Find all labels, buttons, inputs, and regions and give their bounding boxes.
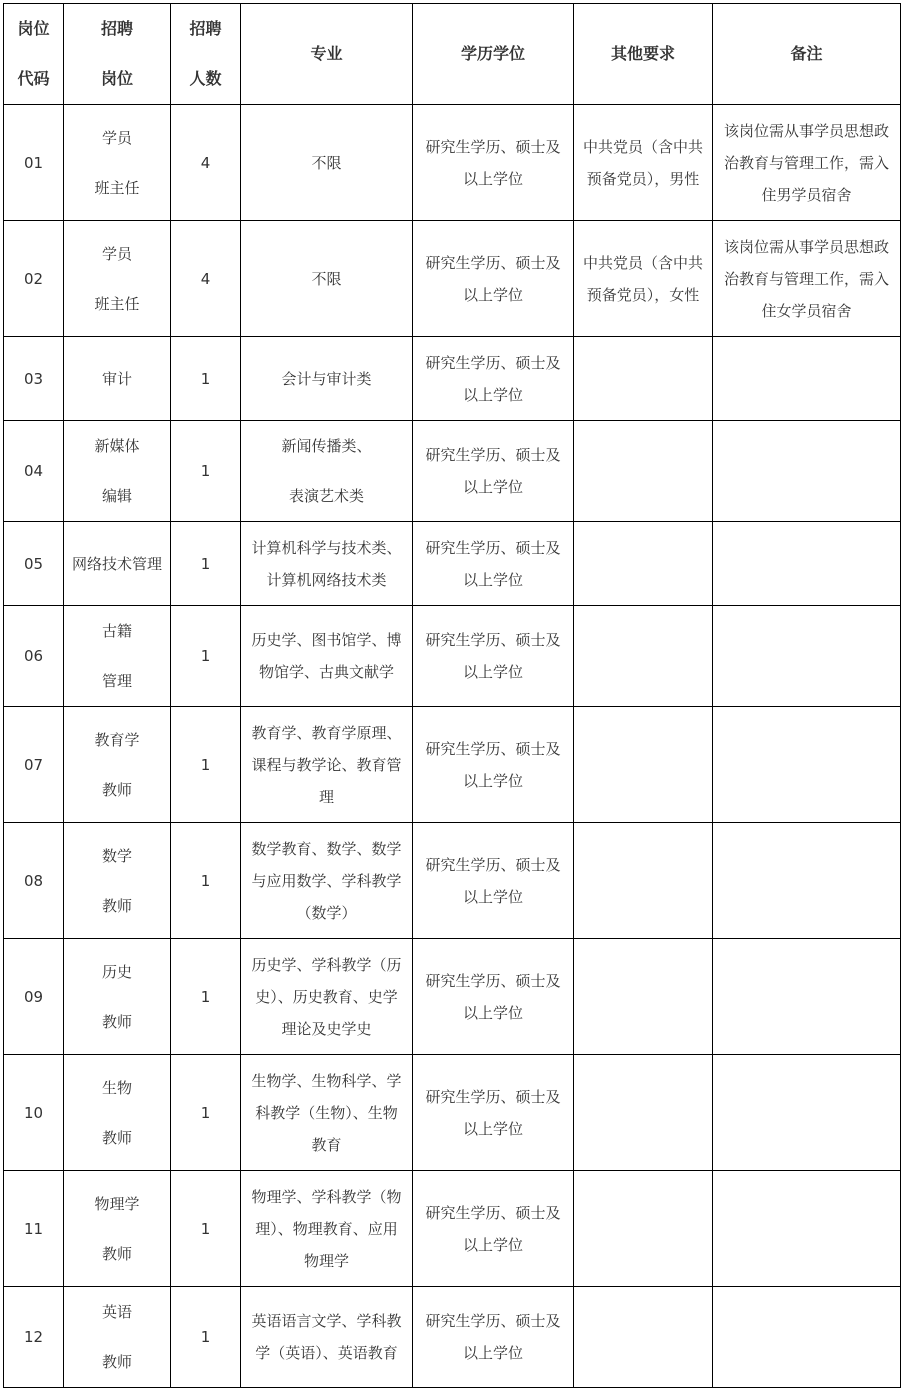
job-position-line: 教师 [101,896,132,915]
job-position-line: 新媒体 [94,437,140,455]
job-note-line: 治教育与管理工作，需入 [723,269,889,288]
job-note-line: 住男学员宿舍 [761,185,852,204]
job-major [241,1055,413,1171]
job-major [241,337,413,421]
job-note [713,105,901,221]
job-count: 1 [171,1287,241,1388]
job-other [574,1171,713,1287]
job-degree [413,421,574,522]
table-row [4,939,901,1055]
job-other [574,221,713,337]
job-other [574,939,713,1055]
job-other [574,105,713,221]
job-other-line: 中共党员（含中共 [582,253,703,272]
job-code: 09 [4,939,64,1055]
job-other-line: 预备党员），女性 [586,285,700,304]
table-row [4,105,901,221]
job-count: 1 [171,337,241,421]
job-degree-line: 以上学位 [462,478,523,496]
job-major-line: 不限 [311,269,342,288]
job-degree [413,823,574,939]
job-major [241,707,413,823]
job-major-line: 科教学（生物）、生物 [255,1103,398,1122]
job-position-line: 英语 [101,1303,132,1321]
table-row [4,823,901,939]
job-count: 1 [171,707,241,823]
job-note-line: 该岗位需从事学员思想政 [723,121,889,140]
job-major-line: 表演艺术类 [288,487,364,505]
job-note [713,707,901,823]
job-degree [413,1055,574,1171]
job-position [64,707,171,823]
job-note [713,1055,901,1171]
job-degree-line: 以上学位 [462,1235,523,1254]
job-degree-line: 研究生学历、硕士及 [425,538,561,557]
job-major-line: 史）、历史教育、史学 [255,987,398,1006]
job-degree-line: 研究生学历、硕士及 [425,971,561,990]
job-major-line: 历史学、图书馆学、博 [251,631,402,649]
job-major-line: 会计与审计类 [281,369,372,388]
header-count-line2: 人数 [189,69,222,88]
job-major-line: 生物学、生物科学、学 [251,1071,402,1090]
table-row [4,1055,901,1171]
job-degree [413,606,574,707]
table-row [4,1171,901,1287]
job-other [574,421,713,522]
job-position [64,939,171,1055]
job-degree-line: 以上学位 [462,1003,523,1022]
job-degree-line: 以上学位 [462,887,523,906]
job-degree-line: 以上学位 [462,169,523,188]
job-position-line: 数学 [101,846,132,865]
job-position-line: 编辑 [101,487,132,505]
header-code-line1: 岗位 [17,19,50,38]
job-position-line: 班主任 [94,178,140,197]
job-major-line: 理论及史学史 [281,1019,372,1038]
job-position-line: 学员 [101,128,132,147]
header-position-line2: 岗位 [100,69,133,88]
job-major-line: 物馆学、古典文献学 [258,663,394,681]
table-body [4,105,901,1388]
job-position-line: 教师 [101,1128,132,1147]
job-major-line: 英语语言文学、学科教 [251,1312,402,1330]
job-position-line: 教师 [101,1012,132,1031]
job-position-line: 教育学 [94,730,140,749]
table-row [4,522,901,606]
job-note [713,421,901,522]
job-count: 1 [171,1171,241,1287]
job-major-line: 不限 [311,153,342,172]
job-major-line: 理 [318,787,334,806]
job-degree-line: 研究生学历、硕士及 [425,446,561,464]
job-degree [413,522,574,606]
job-major-line: 物理学、学科教学（物 [251,1187,402,1206]
job-note-line: 住女学员宿舍 [761,301,852,320]
table-row [4,1287,901,1388]
job-major-line: 学（英语）、英语教育 [255,1344,398,1362]
job-count: 1 [171,823,241,939]
job-code: 10 [4,1055,64,1171]
job-major [241,939,413,1055]
job-code: 06 [4,606,64,707]
job-major [241,1171,413,1287]
job-degree-line: 研究生学历、硕士及 [425,739,561,758]
job-degree-line: 研究生学历、硕士及 [425,1203,561,1222]
job-other [574,1055,713,1171]
job-other [574,337,713,421]
job-position-line: 教师 [101,1244,132,1263]
job-position-line: 历史 [101,962,132,981]
job-position [64,1055,171,1171]
job-major-line: 物理学 [303,1251,349,1270]
job-degree [413,1287,574,1388]
job-other [574,1287,713,1388]
job-position [64,522,171,606]
header-count-line1: 招聘 [189,19,222,38]
job-other [574,522,713,606]
job-major-line: 数学教育、数学、数学 [251,839,402,858]
header-code-line2: 代码 [17,69,50,88]
job-note [713,1287,901,1388]
header-degree: 学历学位 [413,4,574,105]
job-code: 04 [4,421,64,522]
recruitment-table [3,3,901,1388]
job-other [574,823,713,939]
job-code: 12 [4,1287,64,1388]
job-degree-line: 以上学位 [462,1344,523,1362]
job-major [241,522,413,606]
job-code: 02 [4,221,64,337]
job-count: 1 [171,421,241,522]
job-degree-line: 研究生学历、硕士及 [425,353,561,372]
job-count: 1 [171,606,241,707]
job-degree-line: 研究生学历、硕士及 [425,855,561,874]
table-row [4,421,901,522]
job-position [64,105,171,221]
header-code [4,4,64,105]
job-major-line: 与应用数学、学科教学 [251,871,402,890]
job-degree-line: 以上学位 [462,663,523,681]
job-position [64,421,171,522]
job-position-line: 古籍 [101,622,132,640]
job-degree [413,939,574,1055]
job-degree [413,221,574,337]
job-code: 03 [4,337,64,421]
job-note [713,221,901,337]
job-note-line: 该岗位需从事学员思想政 [723,237,889,256]
header-major: 专业 [241,4,413,105]
job-position-line: 审计 [101,369,132,388]
job-degree-line: 研究生学历、硕士及 [425,253,561,272]
job-position [64,1171,171,1287]
job-note [713,337,901,421]
job-position-line: 班主任 [94,294,140,313]
job-degree-line: 研究生学历、硕士及 [425,137,561,156]
job-count: 1 [171,522,241,606]
header-row [4,4,901,105]
table-row [4,221,901,337]
job-degree [413,707,574,823]
job-note-line: 治教育与管理工作，需入 [723,153,889,172]
header-position-line1: 招聘 [100,19,133,38]
job-major-line: 计算机网络技术类 [266,570,387,589]
job-code: 08 [4,823,64,939]
job-code: 11 [4,1171,64,1287]
job-degree-line: 研究生学历、硕士及 [425,1087,561,1106]
job-major-line: 教育学、教育学原理、 [251,723,402,742]
job-other [574,606,713,707]
job-position [64,221,171,337]
job-count: 1 [171,939,241,1055]
job-degree-line: 以上学位 [462,1119,523,1138]
job-position [64,823,171,939]
job-code: 07 [4,707,64,823]
job-major [241,606,413,707]
job-degree-line: 研究生学历、硕士及 [425,1312,561,1330]
job-other [574,707,713,823]
table-row [4,606,901,707]
job-major [241,1287,413,1388]
header-count [171,4,241,105]
job-note [713,606,901,707]
job-note [713,1171,901,1287]
job-major-line: 理）、物理教育、应用 [255,1219,398,1238]
job-major [241,221,413,337]
job-position [64,1287,171,1388]
job-position-line: 物理学 [94,1194,140,1213]
table-row [4,337,901,421]
job-note [713,939,901,1055]
job-degree-line: 研究生学历、硕士及 [425,631,561,649]
job-position-line: 管理 [101,672,132,690]
job-degree [413,337,574,421]
job-code: 01 [4,105,64,221]
job-degree [413,105,574,221]
job-position-line: 网络技术管理 [71,554,162,573]
job-position [64,337,171,421]
job-degree-line: 以上学位 [462,385,523,404]
job-count: 1 [171,1055,241,1171]
job-position-line: 学员 [101,244,132,263]
header-note: 备注 [713,4,901,105]
job-degree [413,1171,574,1287]
job-major-line: （数学） [296,903,357,922]
job-major [241,823,413,939]
job-other-line: 中共党员（含中共 [582,137,703,156]
job-note [713,522,901,606]
table-row [4,707,901,823]
job-degree-line: 以上学位 [462,570,523,589]
job-other-line: 预备党员），男性 [586,169,700,188]
job-note [713,823,901,939]
job-count: 4 [171,105,241,221]
job-major-line: 历史学、学科教学（历 [251,955,402,974]
job-degree-line: 以上学位 [462,285,523,304]
job-position-line: 教师 [101,780,132,799]
job-major-line: 课程与教学论、教育管 [251,755,402,774]
header-other: 其他要求 [574,4,713,105]
job-major [241,105,413,221]
job-major-line: 教育 [311,1135,342,1154]
job-position-line: 教师 [101,1353,132,1371]
job-major [241,421,413,522]
job-position-line: 生物 [101,1078,132,1097]
job-degree-line: 以上学位 [462,771,523,790]
job-count: 4 [171,221,241,337]
job-code: 05 [4,522,64,606]
job-major-line: 新闻传播类、 [281,437,372,455]
job-position [64,606,171,707]
job-major-line: 计算机科学与技术类、 [251,538,402,557]
header-position [64,4,171,105]
